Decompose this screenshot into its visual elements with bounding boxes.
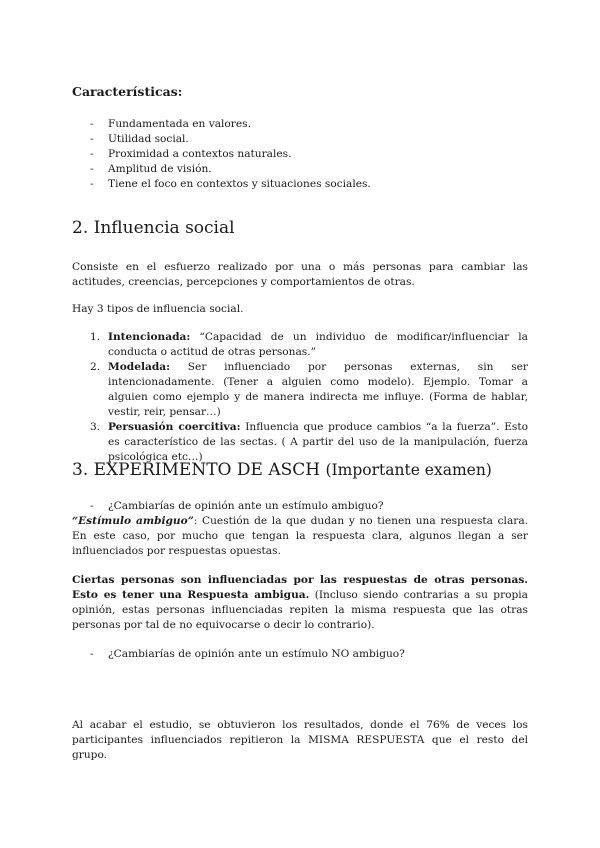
section2-intro: Consiste en el esfuerzo realizado por una o más personas para cambiar las actitudes, creencias, percepciones y comportamientos de otras.: [72, 261, 528, 288]
list-item: - Proximidad a contextos naturales.: [90, 148, 292, 160]
question-list-2: [90, 647, 550, 662]
list-item: - ¿Cambiarías de opinión ante un estímulo ambiguo?: [90, 500, 384, 512]
list-item: - Utilidad social.: [90, 133, 189, 145]
list-item: - Amplitud de visión.: [90, 163, 212, 175]
section2-heading: 2. Influencia social: [72, 218, 235, 238]
list-item: 3. Persuasión coercitiva: Influencia que produce cambios “a la fuerza”. Esto es característico de las sectas. ( A partir del uso de la manipulación, fuerza psicológica etc…): [90, 421, 528, 463]
list-item: 1. Intencionada: “Capacidad de un individuo de modificar/influenciar la conducta o actitud de otras personas.”: [90, 331, 528, 358]
characteristics-list: [90, 117, 550, 192]
result-paragraph: Al acabar el estudio, se obtuvieron los resultados, donde el 76% de veces los participantes influenciados repitieron la MISMA RESPUESTA que el resto del grupo.: [72, 719, 528, 761]
types-intro: Hay 3 tipos de influencia social.: [72, 303, 244, 315]
list-item: - Tiene el foco en contextos y situaciones sociales.: [90, 178, 371, 190]
question-list-1: [90, 499, 550, 514]
ambiguous-definition: “Estímulo ambiguo”: Cuestión de la que dudan y no tienen una respuesta clara. En este caso, por mucho que tengan la respuesta clara, algunos llegan a ser influenciados por respuestas opuestas.: [72, 515, 529, 557]
list-item: 2. Modelada: Ser influenciado por personas externas, sin ser intencionadamente. (Tener a alguien como modelo). Ejemplo. Tomar a alguien como ejemplo y de manera indirecta me influye. (Forma de hablar, vestir, reir, pensar…): [90, 361, 528, 418]
list-item: - Fundamentada en valores.: [90, 118, 251, 130]
characteristics-heading: Características:: [72, 84, 183, 99]
list-item: - ¿Cambiarías de opinión ante un estímulo NO ambiguo?: [90, 648, 405, 660]
section3-heading: 3. EXPERIMENTO DE ASCH (Importante examen): [72, 460, 492, 480]
influence-types-list: [90, 330, 528, 465]
ambiguous-statement: Ciertas personas son influenciadas por las respuestas de otras personas. Esto es tener una Respuesta ambigua. (Incluso siendo contrarias a su propia opinión, estas personas influenciadas repiten la misma respuesta que las otras personas por tal de no equivocarse o decir lo contrario).: [72, 574, 529, 631]
